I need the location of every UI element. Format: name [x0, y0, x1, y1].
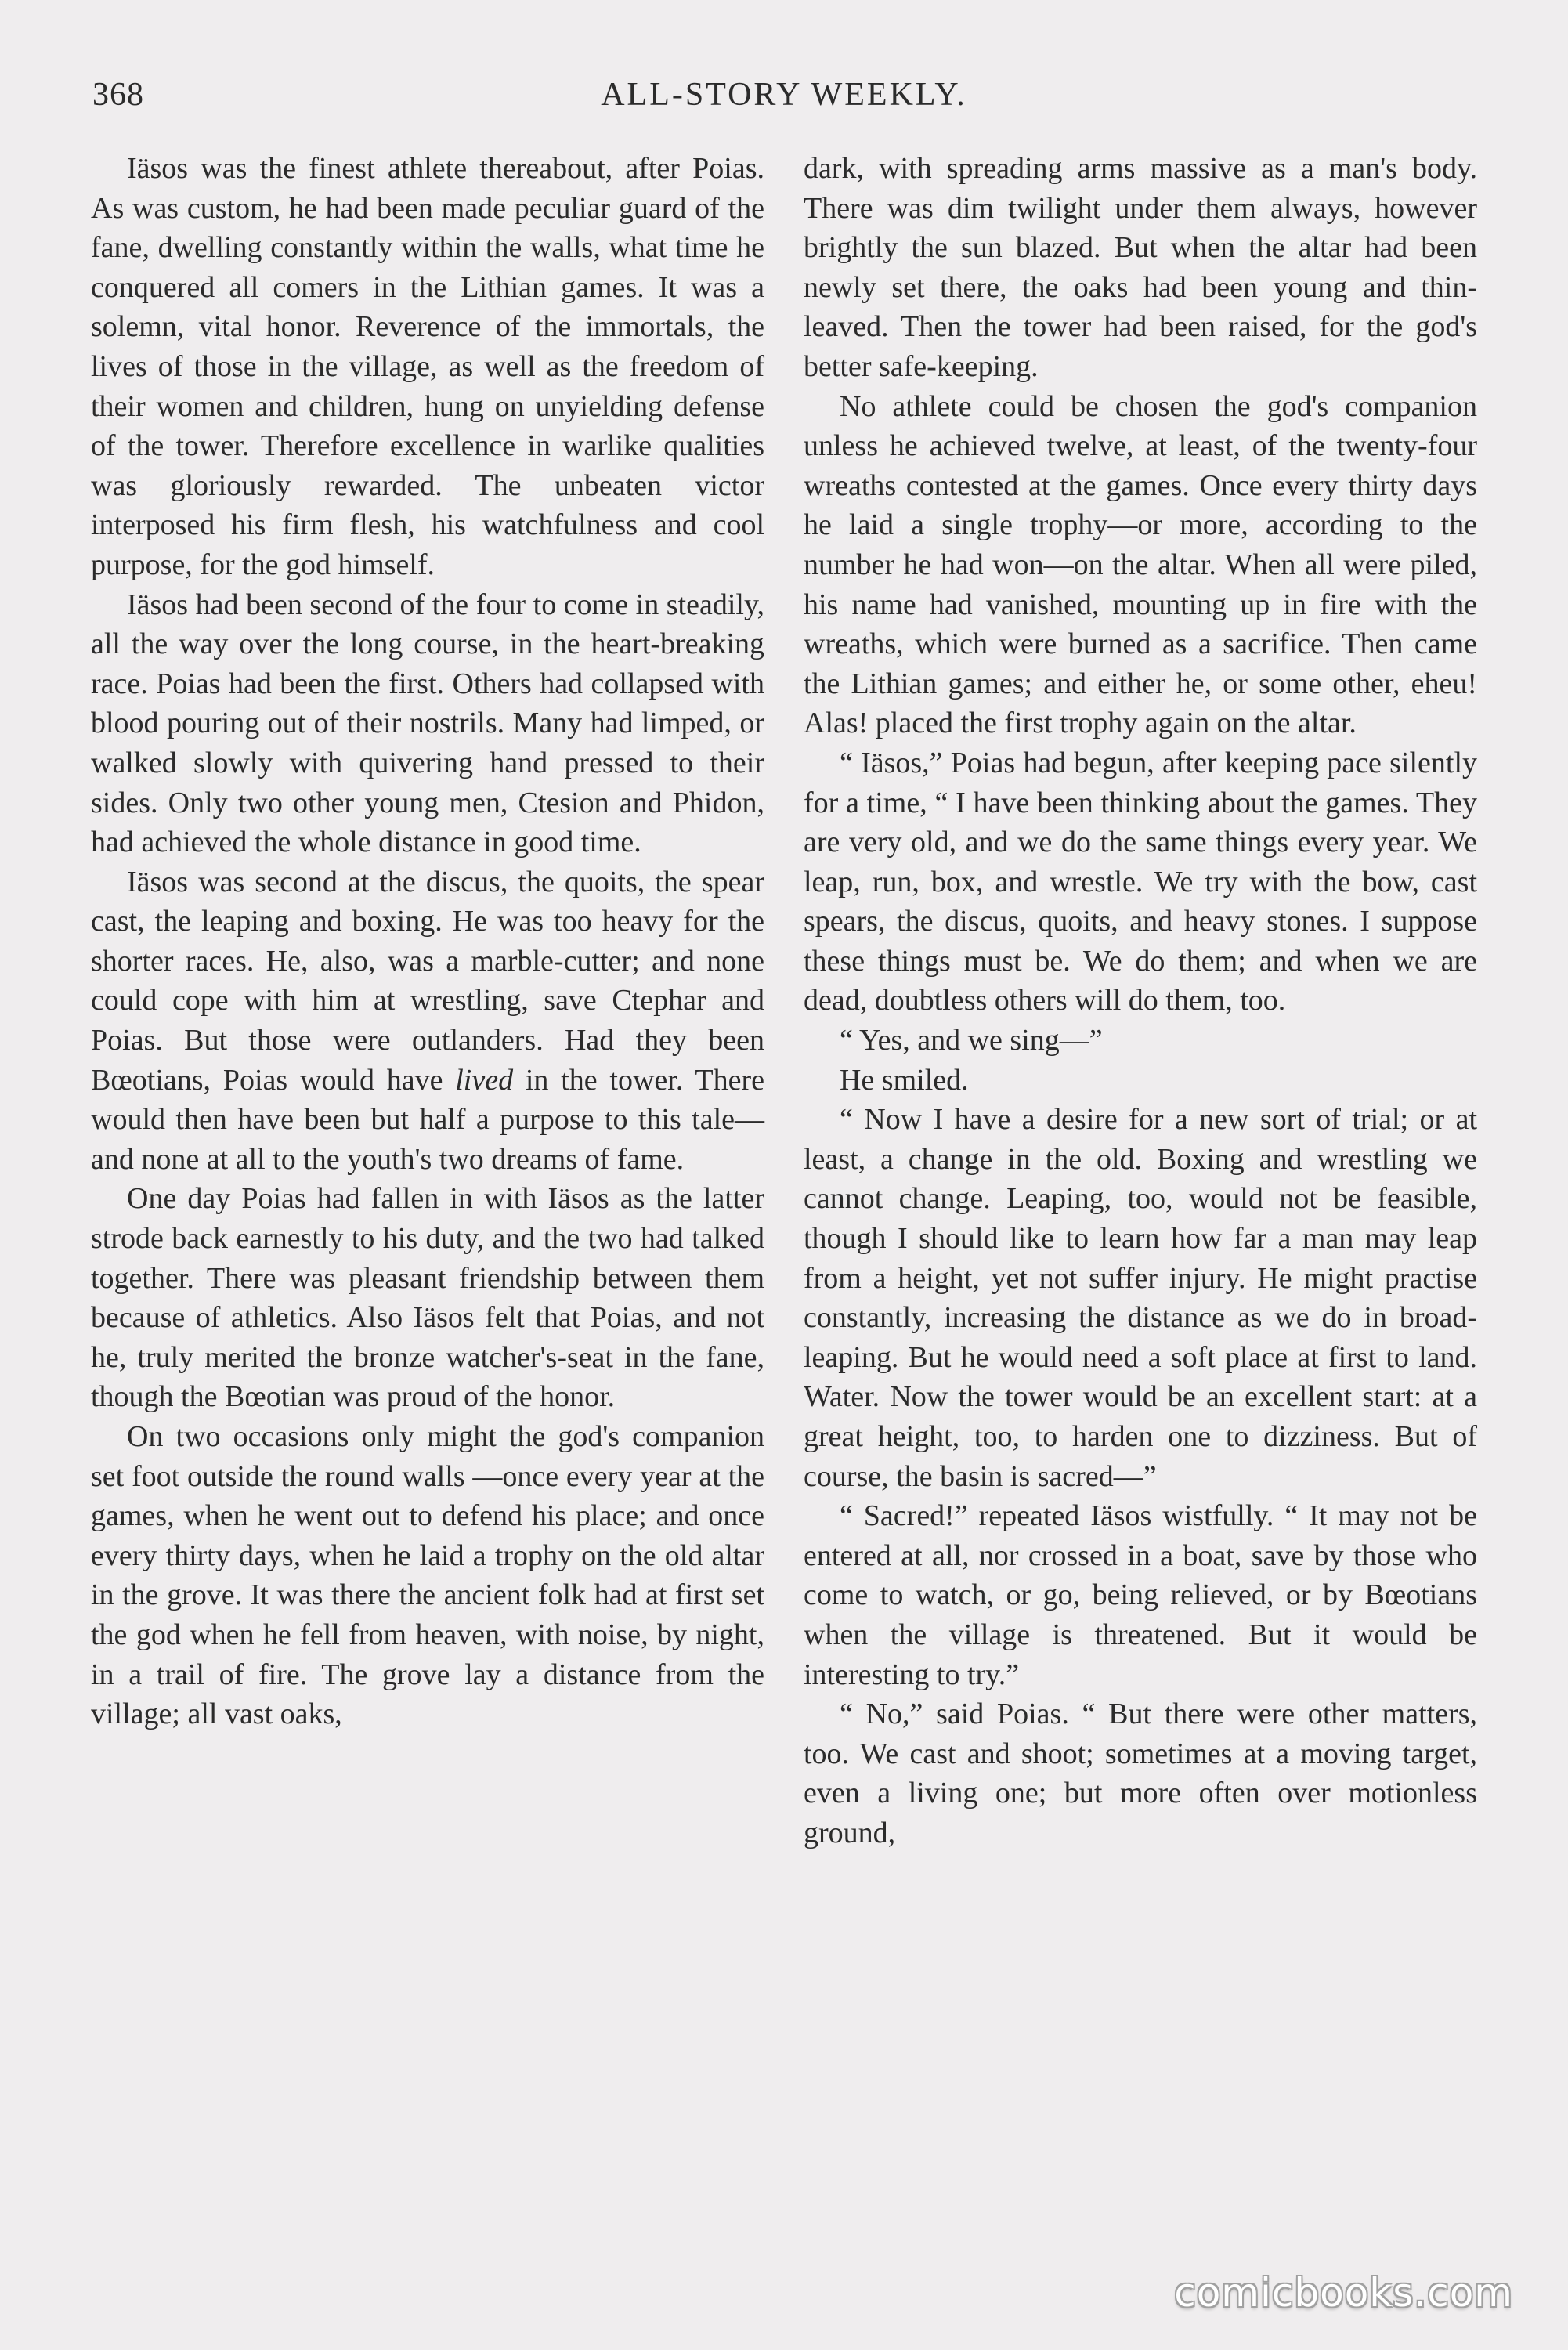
watermark-logo: comicbooks.com [1174, 2270, 1513, 2316]
paragraph: On two occasions only might the god's companion set foot outside the round walls —once every year at the games, when he went out to defend his place; and once every thirty days, when he laid a trophy on the old altar in the grove. It was there the ancient folk had at first set the god when he fell from heaven, with noise, by night, in a trail of fire. The grove lay a distance from the village; all vast oaks, [91, 1420, 764, 1731]
paragraph-text: Iäsos was second at the discus, the quoits, the spear cast, the leaping and boxing. He was too heavy for the shorter races. He, also, was a marble-cutter; and none could cope with him at wrestling, save Ctephar and Poias. But those were outlanders. Had they been Bœotians, Poias would have [91, 865, 764, 1097]
page-number: 368 [92, 77, 144, 113]
paragraph: “ No,” said Poias. “ But there were other matters, too. We cast and shoot; sometimes at a moving target, even a living one; but more often over motionless ground, [804, 1697, 1477, 1849]
running-head: ALL-STORY WEEKLY. [601, 77, 967, 113]
paragraph: Iäsos had been second of the four to come in steadily, all the way over the long course, in the heart-breaking race. Poias had been the first. Others had collapsed with blood pouring out of their nostrils. Many had limped, or walked slowly with quivering hand pressed to their sides. Only two other young men, Ctesion and Phidon, had achieved the whole distance in good time. [91, 588, 764, 859]
paragraph: One day Poias had fallen in with Iäsos as the latter strode back earnestly to his duty, and the two had talked together. There was pleasant friendship between them because of athletics. Also Iäsos felt that Poias, and not he, truly merited the bronze watcher's-seat in the fane, though the Bœotian was proud of the honor. [91, 1182, 764, 1414]
paragraph: “ Yes, and we sing—” [840, 1024, 1103, 1058]
right-column [804, 149, 1477, 1853]
paragraph: He smiled. [840, 1063, 969, 1097]
paragraph [91, 862, 764, 1180]
paragraph: “ Now I have a desire for a new sort of trial; or at least, a change in the old. Boxing and wrestling we cannot change. Leaping, too, would not be feasible, though I should like to learn how far a man may leap from a height, yet not suffer injury. He might practise constantly, increasing the distance as we do in broad-leaping. But he would need a soft place at first to land. Water. Now the tower would be an excellent start: at a great height, too, to harden one to dizziness. But of course, the basin is sacred—” [804, 1103, 1477, 1493]
paragraph: “ Sacred!” repeated Iäsos wistfully. “ It may not be entered at all, nor crossed in a boat, save by those who come to watch, or go, being relieved, or by Bœotians when the village is threatened. But it would be interesting to try.” [804, 1499, 1477, 1691]
emphasis: lived [455, 1063, 514, 1097]
left-column [91, 149, 764, 1734]
paragraph: No athlete could be chosen the god's companion unless he achieved twelve, at least, of the twenty-four wreaths contested at the games. Once every thirty days he laid a single trophy—or more, according to the number he had won—on the altar. When all were piled, his name had vanished, mounting up in fire with the wreaths, which were burned as a sacrifice. Then came the Lithian games; and either he, or some other, eheu! Alas! placed the first trophy again on the altar. [804, 389, 1477, 740]
paragraph: dark, with spreading arms massive as a man's body. There was dim twilight under them always, however brightly the sun blazed. But when the altar had been newly set there, the oaks had been young and thin-leaved. Then the tower had been raised, for the god's better safe-keeping. [804, 152, 1477, 383]
paragraph: “ Iäsos,” Poias had begun, after keeping pace silently for a time, “ I have been thinking about the games. They are very old, and we do the same things every year. We leap, run, box, and wrestle. We try with the bow, cast spears, the discus, quoits, and heavy stones. I suppose these things must be. We do them; and when we are dead, doubtless others will do them, too. [804, 746, 1477, 1018]
paragraph: Iäsos was the finest athlete thereabout, after Poias. As was custom, he had been made peculiar guard of the fane, dwelling constantly within the walls, what time he conquered all comers in the Lithian games. It was a solemn, vital honor. Reverence of the immortals, the lives of those in the village, as well as the freedom of their women and children, hung on unyielding defense of the tower. Therefore excellence in warlike qualities was gloriously rewarded. The unbeaten victor interposed his firm flesh, his watchfulness and cool purpose, for the god himself. [91, 152, 764, 581]
paragraph-text: in the tower. There would then have been but half a purpose to this tale—and none at all to the youth's two dreams of fame. [91, 1063, 764, 1176]
